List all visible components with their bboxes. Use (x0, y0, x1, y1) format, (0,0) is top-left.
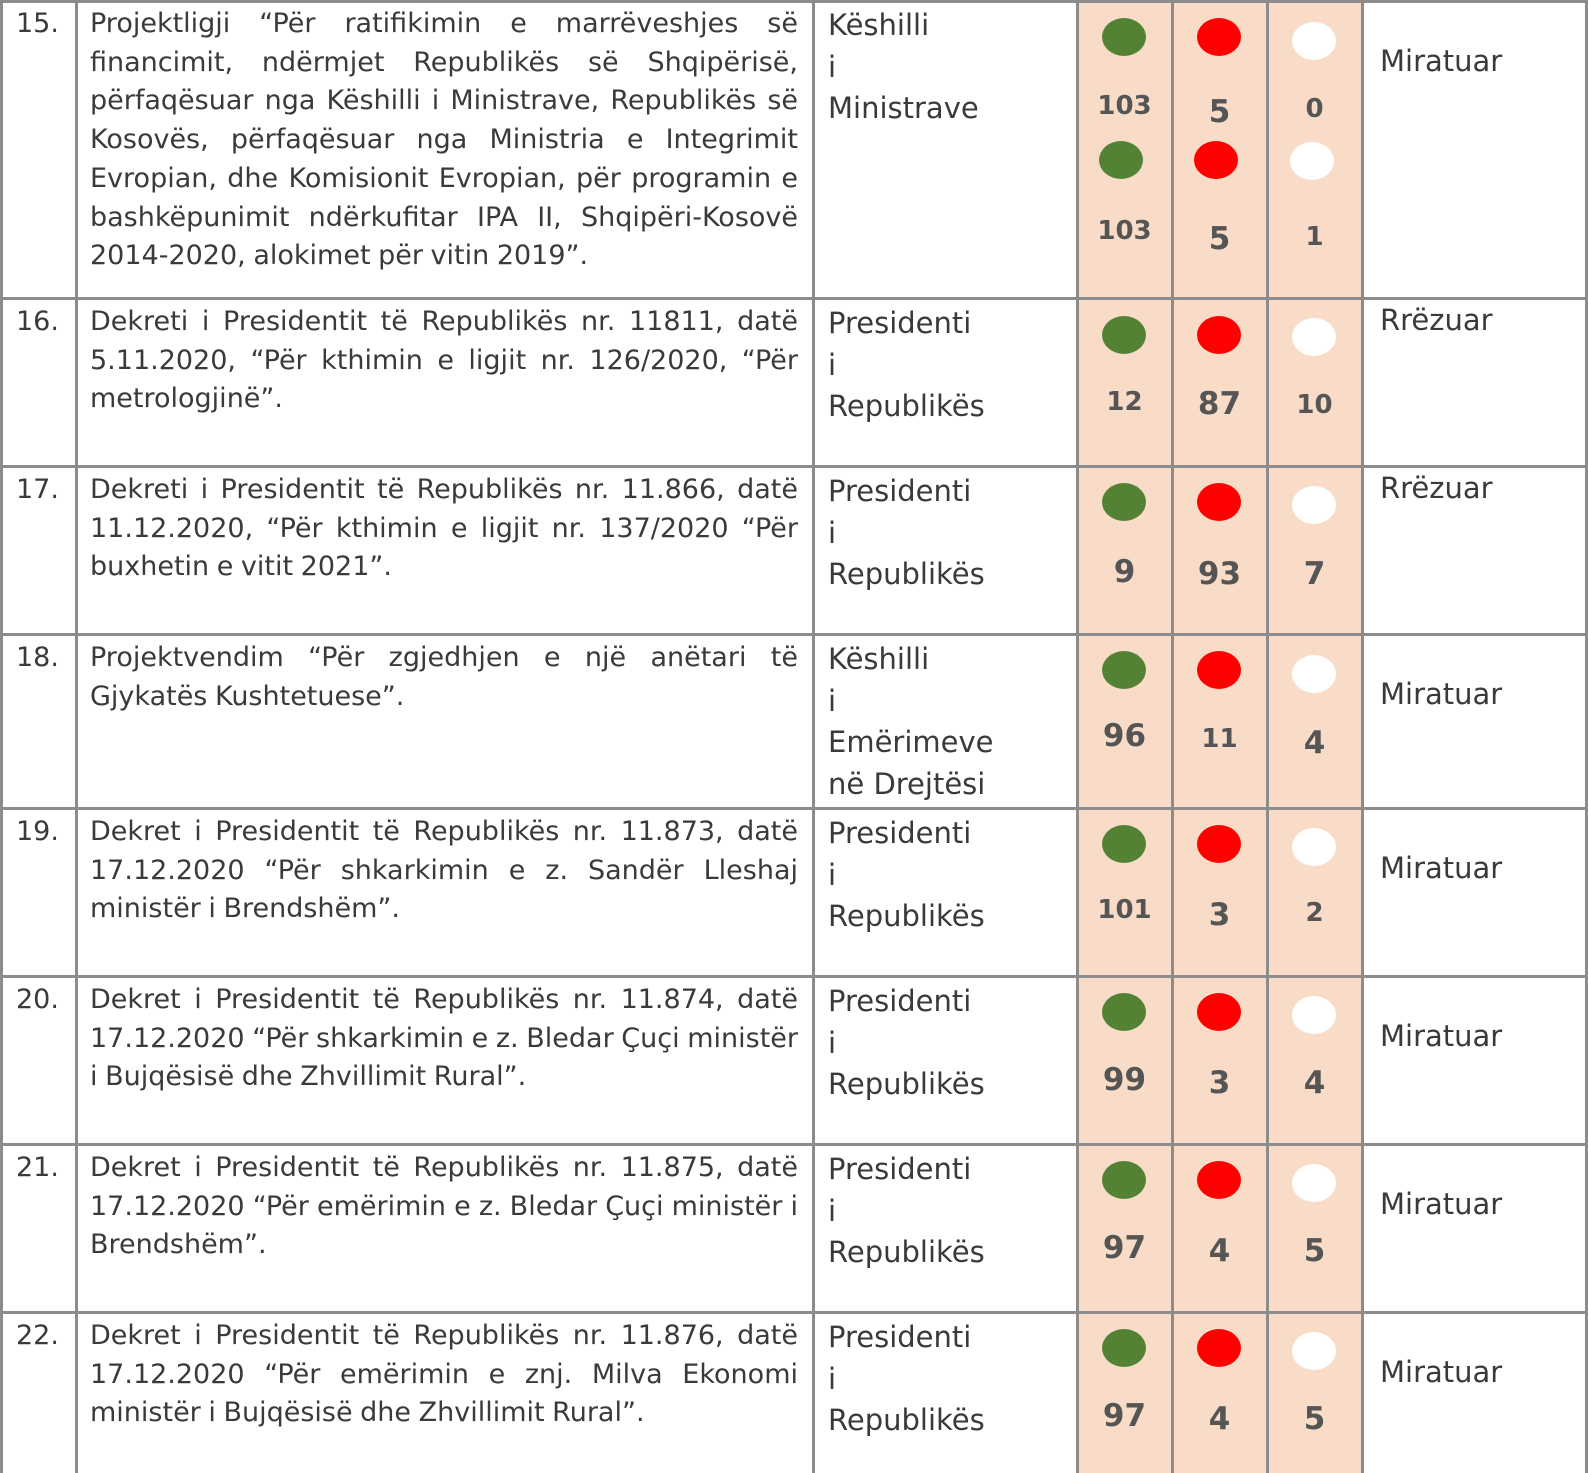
table-grid-line (0, 1143, 1588, 1146)
row-number: 21. (16, 1152, 59, 1183)
act-description: Dekreti i Presidentit të Republikës nr. 11811, datë 5.11.2020, “Për kthimin e ligjit nr. 126/2020, “Për metrologjinë”. (90, 306, 798, 415)
green-dot-icon (1102, 1161, 1146, 1199)
votes-against-cell (1172, 976, 1267, 1144)
red-dot-icon (1197, 1161, 1241, 1199)
result-status: Miratuar (1380, 677, 1503, 711)
green-dot-icon (1102, 1329, 1146, 1367)
votes-for-count: 101 (1097, 895, 1152, 925)
result-status: Miratuar (1380, 1355, 1503, 1389)
green-dot-icon (1099, 141, 1143, 179)
white-dot-icon (1292, 318, 1336, 356)
row-number: 20. (16, 984, 59, 1015)
votes-for-cell (1077, 0, 1172, 298)
table-row (0, 808, 1588, 976)
red-dot-icon (1197, 1329, 1241, 1367)
act-description: Dekret i Presidentit të Republikës nr. 11.873, datë 17.12.2020 “Për shkarkimin e z. Sandër Lleshaj ministër i Brendshëm”. (90, 816, 798, 925)
row-number: 16. (16, 306, 59, 337)
proposer: Presidenti i Republikës (828, 1152, 985, 1269)
table-row (0, 466, 1588, 634)
table-grid-line (1361, 0, 1364, 1473)
votes-for-cell (1077, 466, 1172, 634)
votes-for-cell (1077, 808, 1172, 976)
result-status: Miratuar (1380, 44, 1503, 78)
votes-abstain-cell (1267, 808, 1362, 976)
result-status: Rrëzuar (1380, 303, 1493, 337)
proposer: Presidenti i Republikës (828, 1320, 985, 1437)
row-number: 22. (16, 1320, 59, 1351)
table-row (0, 298, 1588, 466)
table-row (0, 0, 1588, 298)
table-grid-line (1266, 0, 1269, 1473)
table-grid-line (0, 807, 1588, 810)
proposer: Këshilli i Emërimeve në Drejtësi (828, 642, 994, 801)
votes-against-cell (1172, 808, 1267, 976)
row-number: 19. (16, 816, 59, 847)
votes-for-cell (1077, 634, 1172, 808)
votes-against-count: 11 (1201, 724, 1238, 754)
proposer: Presidenti i Republikës (828, 816, 985, 933)
votes-abstain-count: 4 (1303, 725, 1326, 761)
votes-against-count: 5 (1208, 94, 1231, 130)
white-dot-icon (1292, 828, 1336, 866)
proposer: Presidenti i Republikës (828, 306, 985, 423)
votes-abstain-count: 1 (1305, 222, 1324, 252)
table-row (0, 634, 1588, 808)
votes-against-count: 87 (1197, 386, 1242, 422)
table-row (0, 1312, 1588, 1473)
votes-abstain-count: 10 (1296, 390, 1333, 420)
votes-against-count: 3 (1208, 897, 1231, 933)
votes-against-cell (1172, 298, 1267, 466)
votes-for-count: 9 (1113, 554, 1136, 590)
red-dot-icon (1197, 825, 1241, 863)
table-row (0, 1144, 1588, 1312)
votes-for-count: 97 (1102, 1398, 1147, 1434)
votes-for-count: 12 (1106, 387, 1143, 417)
table-grid-line (0, 633, 1588, 636)
votes-abstain-count: 4 (1303, 1065, 1326, 1101)
votes-against-count: 4 (1208, 1233, 1231, 1269)
votes-abstain-count: 5 (1303, 1401, 1326, 1437)
table-row (0, 976, 1588, 1144)
act-description: Dekret i Presidentit të Republikës nr. 11.876, datë 17.12.2020 “Për emërimin e znj. Milva Ekonomi ministër i Bujqësisë dhe Zhvillimit Rural”. (90, 1320, 798, 1429)
votes-against-cell (1172, 1312, 1267, 1473)
table-grid-line (75, 0, 78, 1473)
red-dot-icon (1197, 993, 1241, 1031)
votes-abstain-cell (1267, 1144, 1362, 1312)
green-dot-icon (1102, 483, 1146, 521)
votes-abstain-count: 5 (1303, 1233, 1326, 1269)
green-dot-icon (1102, 993, 1146, 1031)
act-description: Dekret i Presidentit të Republikës nr. 11.874, datë 17.12.2020 “Për shkarkimin e z. Bledar Çuçi ministër i Bujqësisë dhe Zhvillimit Rural”. (90, 984, 798, 1093)
act-description: Projektligji “Për ratifikimin e marrëveshjes së financimit, ndërmjet Republikës së Shqipërisë, përfaqësuar nga Këshilli i Ministrave, Republikës së Kosovës, përfaqësuar nga Ministria e Integrimit Evropian, dhe Komisionit Evropian, për programin e bashkëpunimit ndërkufitar IPA II, Shqipëri-Kosovë 2014-2020, alokimet për vitin 2019”. (90, 8, 798, 272)
green-dot-icon (1102, 316, 1146, 354)
votes-abstain-cell (1267, 0, 1362, 298)
votes-against-count: 93 (1197, 556, 1242, 592)
votes-for-count: 96 (1102, 718, 1147, 754)
row-number: 17. (16, 474, 59, 505)
proposer: Këshilli i Ministrave (828, 8, 979, 125)
votes-against-cell (1172, 1144, 1267, 1312)
votes-for-cell (1077, 1144, 1172, 1312)
votes-against-count: 5 (1208, 221, 1231, 257)
table-grid-line (0, 0, 1588, 3)
result-status: Miratuar (1380, 1187, 1503, 1221)
votes-for-count: 99 (1102, 1062, 1147, 1098)
red-dot-icon (1197, 18, 1241, 56)
table-grid-line (1076, 0, 1079, 1473)
table-grid-line (0, 0, 3, 1473)
votes-against-cell (1172, 0, 1267, 298)
row-number: 18. (16, 642, 59, 673)
green-dot-icon (1102, 825, 1146, 863)
green-dot-icon (1102, 651, 1146, 689)
row-number: 15. (16, 8, 59, 39)
white-dot-icon (1292, 655, 1336, 693)
votes-for-count: 97 (1102, 1230, 1147, 1266)
table-grid-line (812, 0, 815, 1473)
result-status: Miratuar (1380, 1019, 1503, 1053)
red-dot-icon (1194, 141, 1238, 179)
votes-abstain-cell (1267, 298, 1362, 466)
table-grid-line (0, 297, 1588, 300)
white-dot-icon (1292, 996, 1336, 1034)
white-dot-icon (1292, 1332, 1336, 1370)
votes-for-count: 103 (1097, 91, 1152, 121)
votes-abstain-count: 7 (1303, 556, 1326, 592)
red-dot-icon (1197, 316, 1241, 354)
act-description: Projektvendim “Për zgjedhjen e një anëtari të Gjykatës Kushtetuese”. (90, 642, 798, 712)
act-description: Dekret i Presidentit të Republikës nr. 11.875, datë 17.12.2020 “Për emërimin e z. Bledar Çuçi ministër i Brendshëm”. (90, 1152, 798, 1261)
red-dot-icon (1197, 651, 1241, 689)
red-dot-icon (1197, 483, 1241, 521)
votes-for-count: 103 (1097, 216, 1152, 246)
votes-for-cell (1077, 298, 1172, 466)
table-grid-line (0, 1311, 1588, 1314)
votes-abstain-cell (1267, 976, 1362, 1144)
votes-against-cell (1172, 466, 1267, 634)
votes-abstain-count: 2 (1305, 898, 1324, 928)
votes-against-count: 4 (1208, 1401, 1231, 1437)
proposer: Presidenti i Republikës (828, 474, 985, 591)
result-status: Rrëzuar (1380, 471, 1493, 505)
green-dot-icon (1102, 18, 1146, 56)
white-dot-icon (1292, 1164, 1336, 1202)
proposer: Presidenti i Republikës (828, 984, 985, 1101)
table-grid-line (1171, 0, 1174, 1473)
white-dot-icon (1292, 486, 1336, 524)
votes-abstain-cell (1267, 634, 1362, 808)
result-status: Miratuar (1380, 851, 1503, 885)
votes-against-cell (1172, 634, 1267, 808)
white-dot-icon (1292, 22, 1336, 60)
act-description: Dekreti i Presidentit të Republikës nr. 11.866, datë 11.12.2020, “Për kthimin e ligjit nr. 137/2020 “Për buxhetin e vitit 2021”. (90, 474, 798, 583)
table-grid-line (0, 465, 1588, 468)
votes-for-cell (1077, 1312, 1172, 1473)
votes-abstain-count: 0 (1305, 94, 1324, 124)
votes-abstain-cell (1267, 466, 1362, 634)
votes-for-cell (1077, 976, 1172, 1144)
white-dot-icon (1290, 142, 1334, 180)
votes-against-count: 3 (1208, 1065, 1231, 1101)
table-grid-line (0, 975, 1588, 978)
votes-abstain-cell (1267, 1312, 1362, 1473)
